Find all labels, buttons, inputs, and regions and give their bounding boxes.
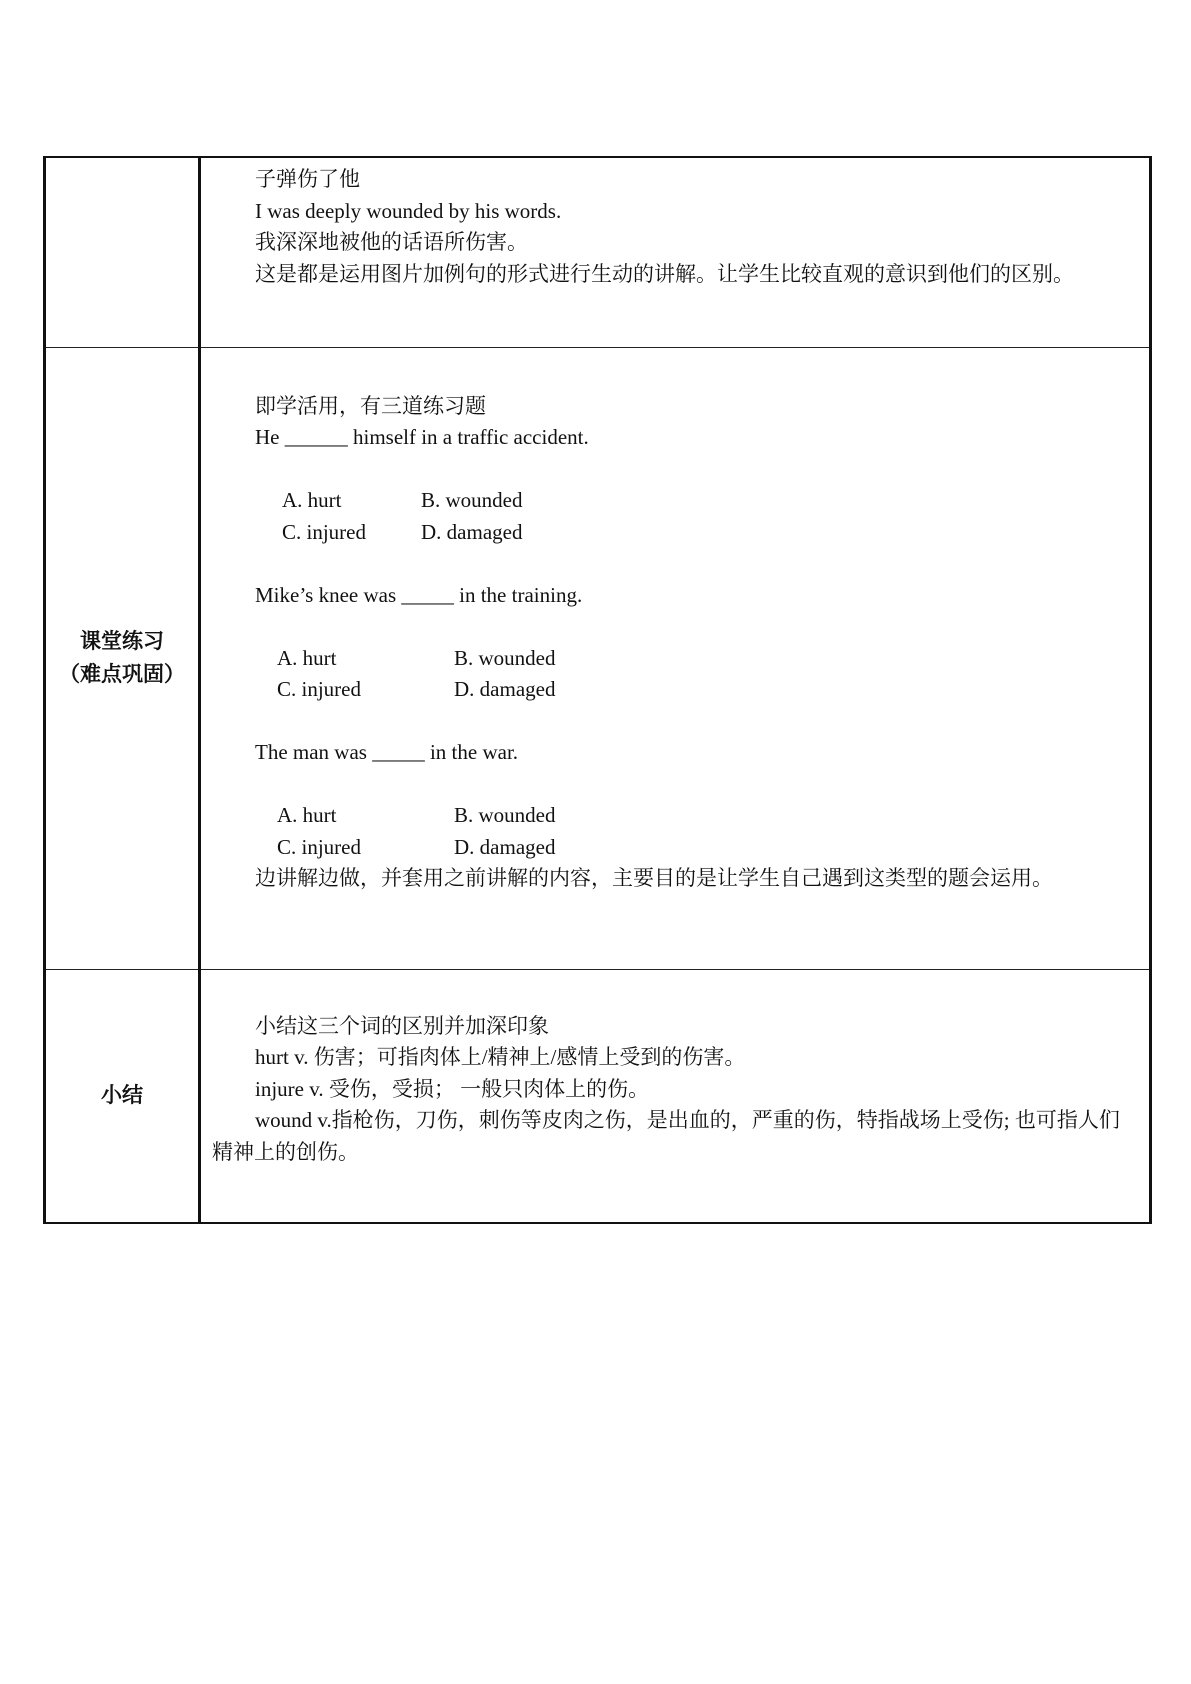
example-line-chinese-2: 我深深地被他的话语所伤害。 xyxy=(255,230,528,254)
question-2-options-row-1 xyxy=(212,643,1149,675)
practice-content-cell xyxy=(200,347,1151,969)
question-1-options-row-2 xyxy=(212,517,1149,549)
summary-injure: injure v. 受伤，受损； 一般只肉体上的伤。 xyxy=(255,1076,650,1101)
question-1-options-row-1 xyxy=(212,485,1149,517)
question-3-option-d: D. damaged xyxy=(454,834,556,859)
question-1-stem: He ______ himself in a traffic accident. xyxy=(255,425,589,449)
summary-intro: 小结这三个词的区别并加深印象 xyxy=(255,1013,549,1038)
table-row-practice xyxy=(45,347,1151,969)
question-1-option-d: D. damaged xyxy=(421,519,523,544)
question-3-option-a: A. hurt xyxy=(277,803,337,827)
row-label-empty xyxy=(45,157,200,347)
table-row-example xyxy=(45,157,1151,347)
question-2-stem: Mike’s knee was _____ in the training. xyxy=(255,582,583,607)
lesson-plan-table xyxy=(43,156,1152,1224)
practice-label-subtitle: （难点巩固） xyxy=(59,662,185,686)
practice-intro: 即学活用，有三道练习题 xyxy=(255,393,486,418)
question-1-option-a: A. hurt xyxy=(282,488,342,512)
question-3-option-b: B. wounded xyxy=(454,803,556,827)
question-3-options-row-2 xyxy=(212,832,1149,864)
question-3-stem: The man was _____ in the war. xyxy=(255,740,519,764)
example-line-chinese-1: 子弹伤了他 xyxy=(255,167,360,191)
table-row-summary xyxy=(45,969,1151,1223)
question-2-options-row-2 xyxy=(212,674,1149,706)
question-1-option-c: C. injured xyxy=(282,519,366,544)
summary-hurt: hurt v. 伤害；可指肉体上/精神上/感情上受到的伤害。 xyxy=(255,1045,746,1069)
row-label-practice xyxy=(45,347,200,969)
summary-content-cell xyxy=(200,969,1151,1223)
question-2-option-a: A. hurt xyxy=(277,645,337,670)
example-explanation: 这是都是运用图片加例句的形式进行生动的讲解。让学生比较直观的意识到他们的区别。 xyxy=(255,261,1074,286)
summary-wound: wound v.指枪伤，刀伤，刺伤等皮肉之伤，是出血的，严重的伤，特指战场上受伤; 也可指人们精神上的创伤。 xyxy=(212,1108,1120,1164)
practice-closing-note: 边讲解边做，并套用之前讲解的内容，主要目的是让学生自己遇到这类型的题会运用。 xyxy=(255,866,1053,890)
example-line-english: I was deeply wounded by his words. xyxy=(255,198,562,223)
example-content-cell xyxy=(200,157,1151,347)
question-2-option-c: C. injured xyxy=(277,677,361,701)
question-3-option-c: C. injured xyxy=(277,834,361,859)
practice-label-title: 课堂练习 xyxy=(80,629,164,653)
question-2-option-d: D. damaged xyxy=(454,677,556,701)
row-label-summary: 小结 xyxy=(45,969,200,1223)
question-1-option-b: B. wounded xyxy=(421,488,523,512)
question-3-options-row-1 xyxy=(212,800,1149,832)
question-2-option-b: B. wounded xyxy=(454,645,556,670)
